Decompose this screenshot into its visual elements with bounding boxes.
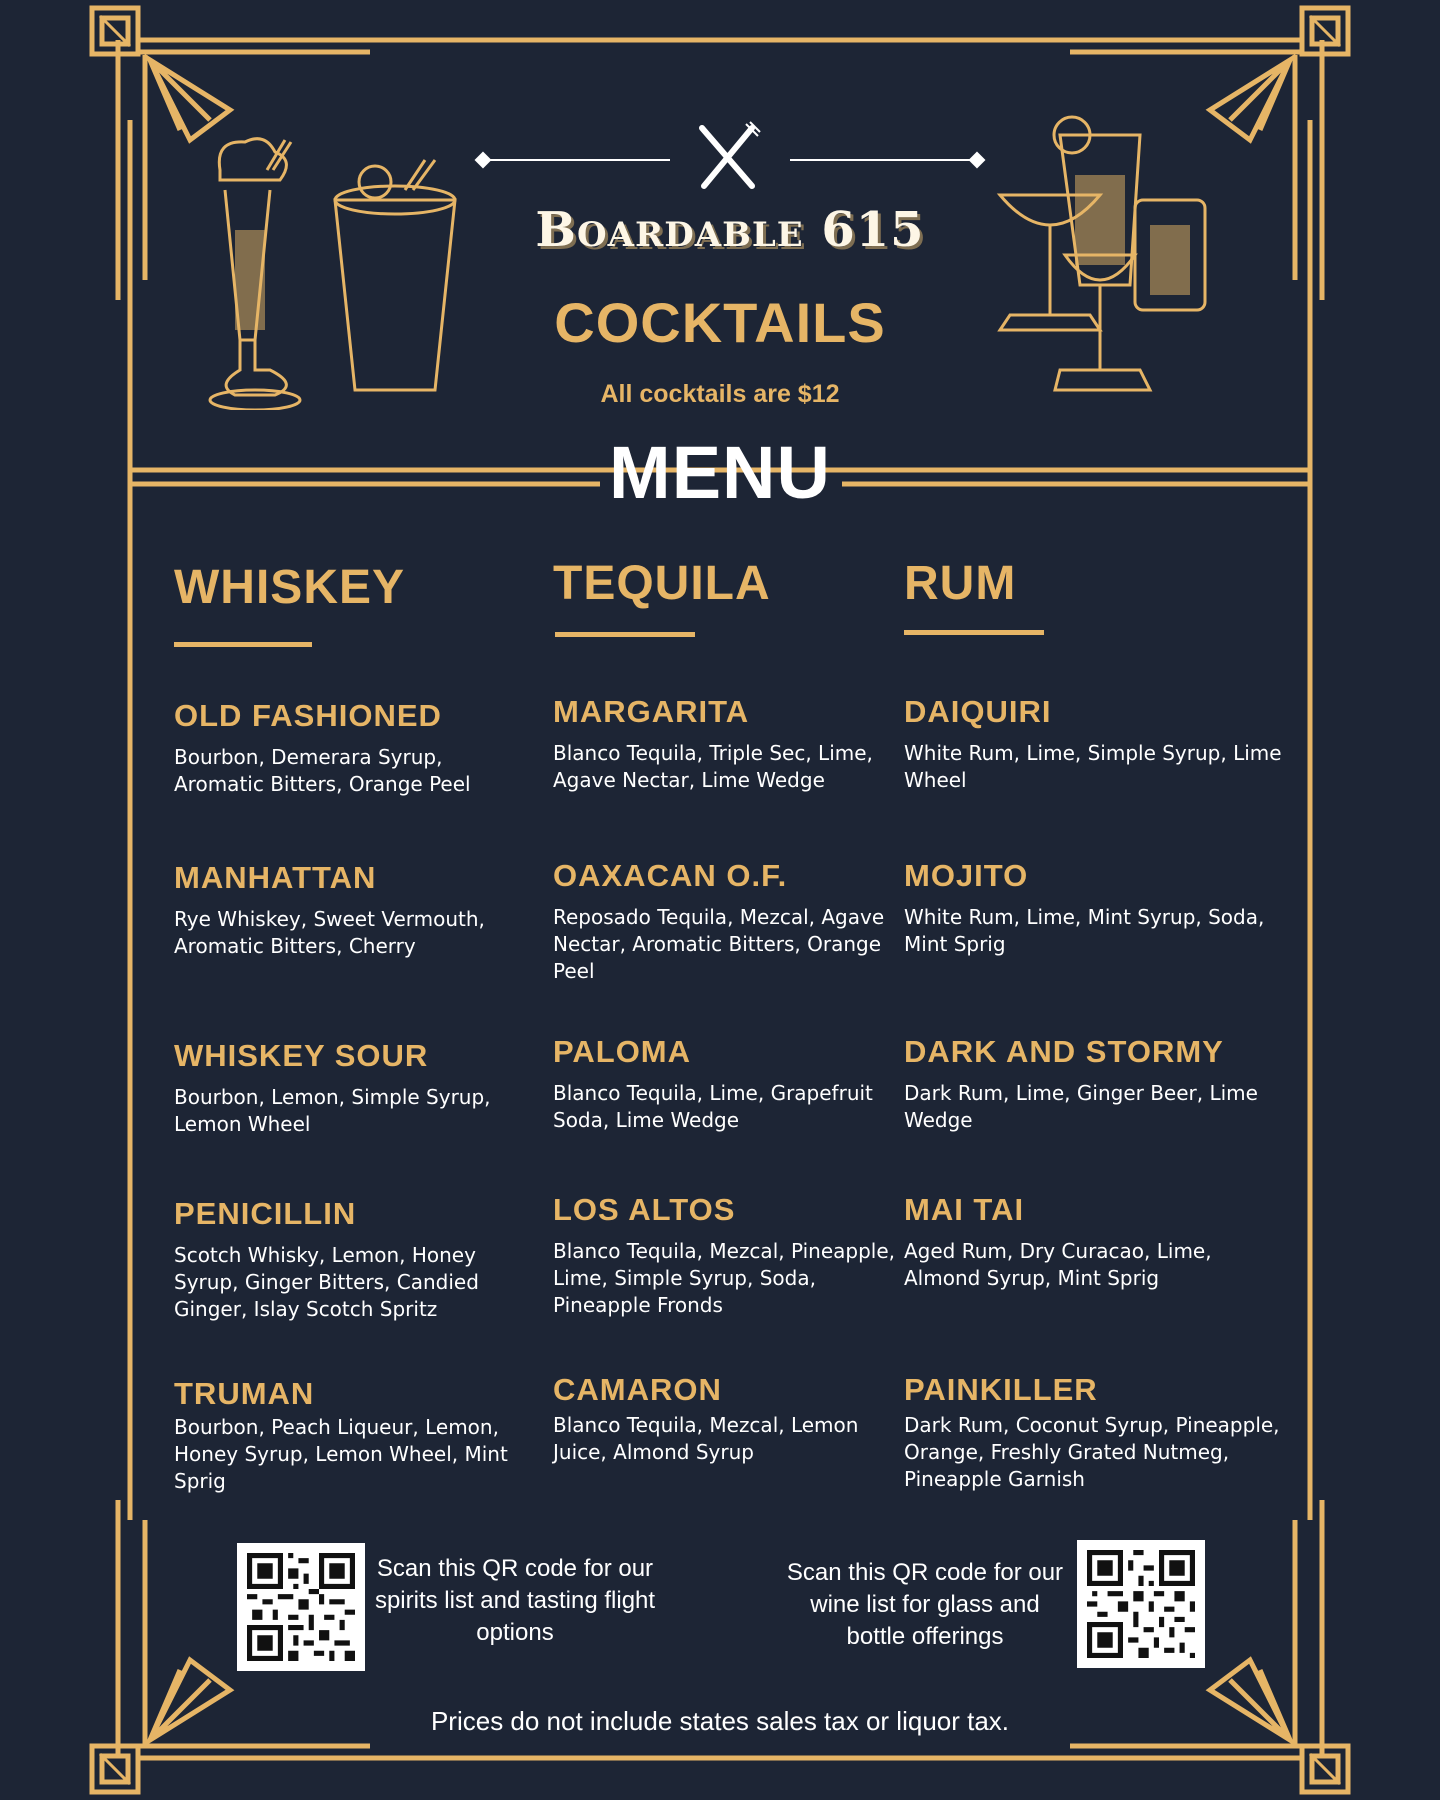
menu-item xyxy=(904,1372,1284,1493)
spirits-qr-code[interactable] xyxy=(237,1543,365,1671)
menu-item xyxy=(904,1192,1284,1292)
cocktail-glass-illustration xyxy=(990,115,1220,410)
qr-code-icon xyxy=(247,1553,355,1661)
item-name: TRUMAN xyxy=(174,1376,315,1411)
item-name: DAIQUIRI xyxy=(904,694,1052,729)
menu-item xyxy=(174,1038,524,1138)
section-title: COCKTAILS xyxy=(554,291,886,354)
menu-item xyxy=(553,858,903,985)
column-title-whiskey: WHISKEY xyxy=(174,561,406,614)
wine-qr-code[interactable] xyxy=(1077,1540,1205,1668)
item-name: MOJITO xyxy=(904,858,1029,893)
menu-item xyxy=(904,858,1284,958)
qr-code-icon xyxy=(1087,1550,1195,1658)
item-description: Dark Rum, Coconut Syrup, Pineapple, Orange, Freshly Grated Nutmeg, Pineapple Garnish xyxy=(904,1413,1280,1491)
item-name: CAMARON xyxy=(553,1372,722,1407)
item-name: MANHATTAN xyxy=(174,860,377,895)
item-name: PAINKILLER xyxy=(904,1372,1098,1407)
item-name: DARK AND STORMY xyxy=(904,1034,1224,1069)
menu-item xyxy=(904,694,1284,794)
item-name: OLD FASHIONED xyxy=(174,698,442,733)
whiskey-column xyxy=(174,560,514,1493)
menu-item xyxy=(174,698,524,798)
item-name: PALOMA xyxy=(553,1034,692,1069)
item-description: White Rum, Lime, Simple Syrup, Lime Wheel xyxy=(904,741,1282,792)
menu-heading: MENU xyxy=(609,431,831,514)
menu-item xyxy=(904,1034,1284,1134)
item-description: Blanco Tequila, Lime, Grapefruit Soda, Lime Wedge xyxy=(553,1081,873,1132)
menu-item xyxy=(553,1192,903,1319)
item-description: Bourbon, Peach Liqueur, Lemon, Honey Syrup, Lemon Wheel, Mint Sprig xyxy=(174,1415,508,1493)
price-note: All cocktails are $12 xyxy=(600,380,840,408)
item-name: MARGARITA xyxy=(553,694,750,729)
item-description: Bourbon, Demerara Syrup, Aromatic Bitters, Orange Peel xyxy=(174,745,471,796)
menu-item xyxy=(553,694,903,794)
item-description: Scotch Whisky, Lemon, Honey Syrup, Ginger Bitters, Candied Ginger, Islay Scotch Spritz xyxy=(174,1243,479,1321)
spirits-qr-caption: Scan this QR code for our spirits list and tasting flight options xyxy=(374,1555,656,1646)
item-name: WHISKEY SOUR xyxy=(174,1038,429,1073)
item-description: Rye Whiskey, Sweet Vermouth, Aromatic Bitters, Cherry xyxy=(174,907,485,958)
menu-item xyxy=(174,1196,524,1323)
item-description: Bourbon, Lemon, Simple Syrup, Lemon Wheel xyxy=(174,1085,491,1136)
item-name: LOS ALTOS xyxy=(553,1192,736,1227)
item-name: OAXACAN O.F. xyxy=(553,858,788,893)
brand-title: Boardable 615 xyxy=(535,202,925,258)
item-description: White Rum, Lime, Mint Syrup, Soda, Mint Sprig xyxy=(904,905,1265,956)
item-description: Dark Rum, Lime, Ginger Beer, Lime Wedge xyxy=(904,1081,1258,1132)
item-description: Blanco Tequila, Triple Sec, Lime, Agave Nectar, Lime Wedge xyxy=(553,741,873,792)
item-description: Aged Rum, Dry Curacao, Lime, Almond Syrup, Mint Sprig xyxy=(904,1239,1212,1290)
fork-knife-icon xyxy=(690,120,764,194)
cocktail-glass-illustration xyxy=(195,130,465,410)
menu-item xyxy=(553,1034,903,1134)
item-name: PENICILLIN xyxy=(174,1196,357,1231)
column-title-rum: RUM xyxy=(904,557,1017,610)
item-description: Reposado Tequila, Mezcal, Agave Nectar, Aromatic Bitters, Orange Peel xyxy=(553,905,885,983)
tequila-column xyxy=(553,556,895,1464)
tax-disclaimer: Prices do not include states sales tax or liquor tax. xyxy=(430,1706,1010,1736)
wine-qr-caption: Scan this QR code for our wine list for glass and bottle offerings xyxy=(786,1559,1064,1650)
item-name: MAI TAI xyxy=(904,1192,1025,1227)
menu-item xyxy=(174,860,524,960)
menu-item xyxy=(174,1376,524,1495)
column-title-tequila: TEQUILA xyxy=(553,557,771,610)
item-description: Blanco Tequila, Mezcal, Pineapple, Lime, Simple Syrup, Soda, Pineapple Fronds xyxy=(553,1239,895,1317)
item-description: Blanco Tequila, Mezcal, Lemon Juice, Almond Syrup xyxy=(553,1413,859,1464)
rum-column xyxy=(904,556,1284,1491)
menu-item xyxy=(553,1372,903,1466)
